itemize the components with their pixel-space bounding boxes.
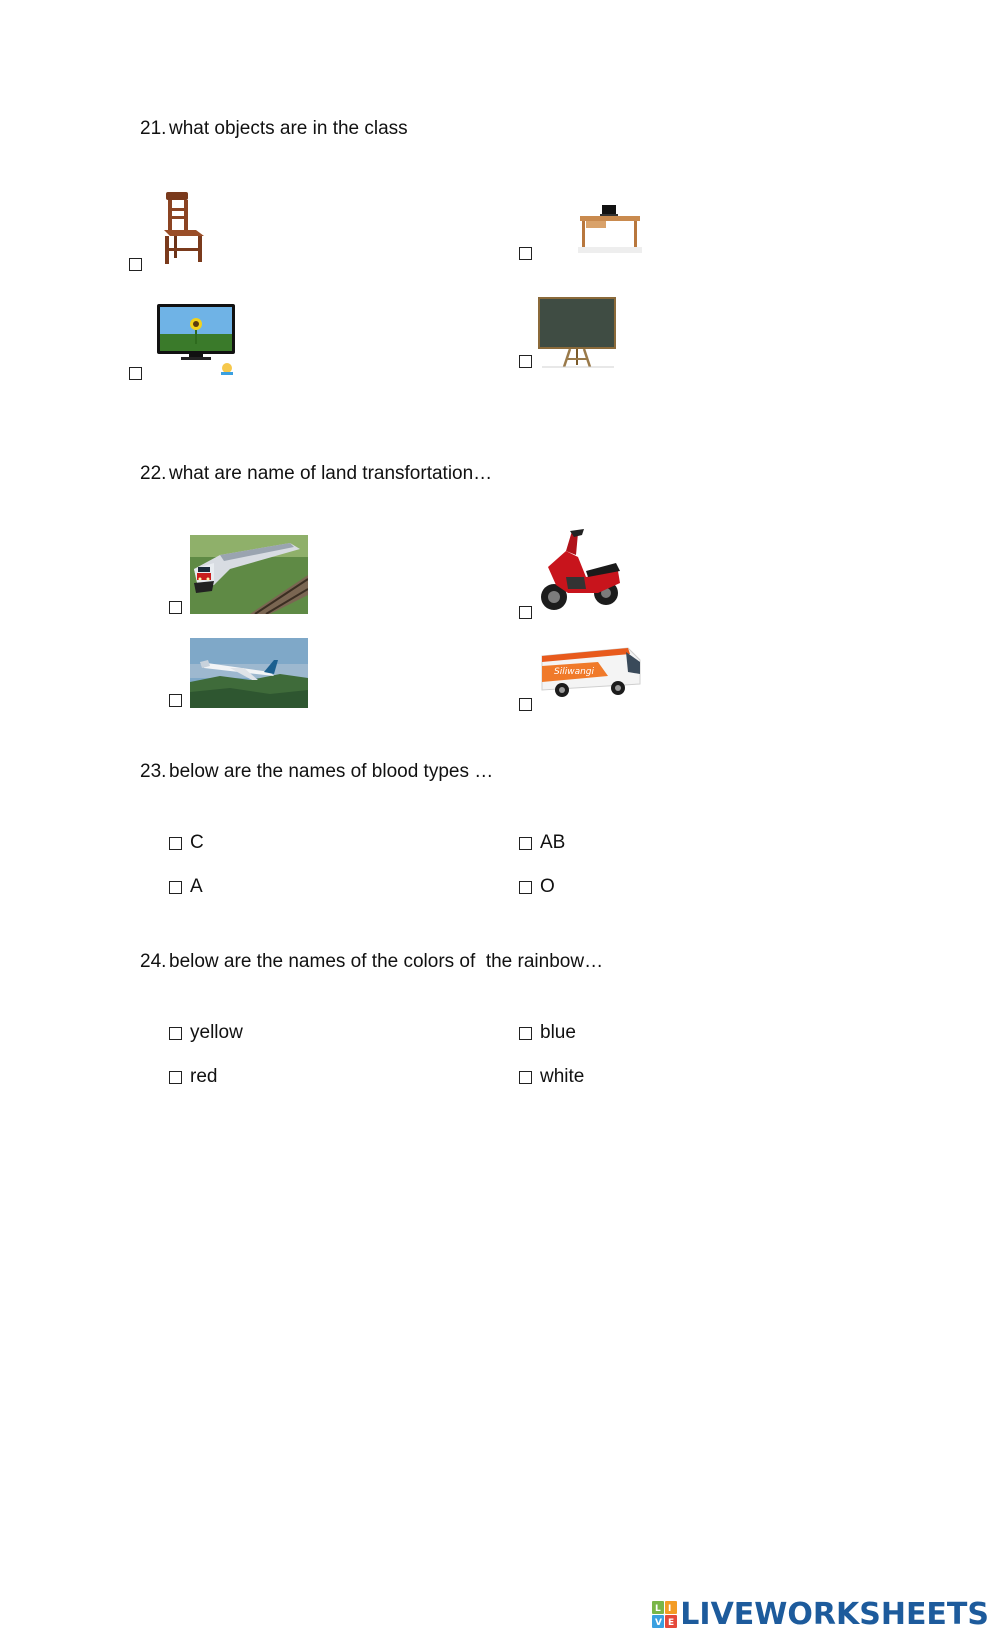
option-label: A bbox=[190, 876, 203, 897]
svg-text:V: V bbox=[655, 1617, 663, 1628]
question-number: 23. bbox=[140, 761, 167, 782]
checkbox[interactable] bbox=[519, 1071, 532, 1084]
blackboard-icon bbox=[538, 297, 618, 369]
checkbox[interactable] bbox=[169, 1027, 182, 1040]
question-text: what are name of land transfortation… bbox=[169, 463, 493, 484]
checkbox[interactable] bbox=[519, 1027, 532, 1040]
option-color-yellow[interactable] bbox=[169, 1022, 243, 1044]
svg-text:E: E bbox=[668, 1617, 675, 1628]
airplane-icon bbox=[190, 638, 308, 708]
question-22 bbox=[140, 463, 492, 485]
bus-icon bbox=[538, 646, 644, 702]
checkbox[interactable] bbox=[169, 837, 182, 850]
option-color-white[interactable] bbox=[519, 1066, 584, 1088]
option-color-red[interactable] bbox=[169, 1066, 217, 1088]
checkbox-train[interactable] bbox=[169, 601, 182, 614]
question-text: below are the names of the colors of the rainbow… bbox=[169, 951, 604, 972]
bus-text: Siliwangi bbox=[554, 667, 595, 677]
option-label: C bbox=[190, 832, 204, 853]
svg-text:L: L bbox=[655, 1603, 662, 1614]
question-number: 21. bbox=[140, 118, 167, 139]
option-blood-o[interactable] bbox=[519, 876, 555, 898]
question-24 bbox=[140, 951, 603, 973]
checkbox[interactable] bbox=[169, 881, 182, 894]
liveworksheets-logo-icon bbox=[652, 1601, 678, 1629]
option-label: yellow bbox=[190, 1022, 243, 1043]
option-blood-ab[interactable] bbox=[519, 832, 565, 854]
checkbox-airplane[interactable] bbox=[169, 694, 182, 707]
train-icon bbox=[190, 535, 308, 614]
question-23 bbox=[140, 761, 493, 783]
checkbox-motorcycle[interactable] bbox=[519, 606, 532, 619]
checkbox-television[interactable] bbox=[129, 367, 142, 380]
checkbox-bus[interactable] bbox=[519, 698, 532, 711]
checkbox[interactable] bbox=[519, 881, 532, 894]
checkbox-chair[interactable] bbox=[129, 258, 142, 271]
question-number: 24. bbox=[140, 951, 167, 972]
checkbox[interactable] bbox=[169, 1071, 182, 1084]
question-text: what objects are in the class bbox=[169, 118, 408, 139]
checkbox-desk[interactable] bbox=[519, 247, 532, 260]
option-label: O bbox=[540, 876, 555, 897]
svg-text:I: I bbox=[668, 1603, 672, 1614]
question-number: 22. bbox=[140, 463, 167, 484]
checkbox[interactable] bbox=[519, 837, 532, 850]
option-blood-a[interactable] bbox=[169, 876, 203, 898]
chair-icon bbox=[160, 190, 210, 266]
television-icon bbox=[155, 302, 241, 378]
option-blood-c[interactable] bbox=[169, 832, 204, 854]
option-label: red bbox=[190, 1066, 218, 1087]
question-21 bbox=[140, 118, 408, 140]
motorcycle-icon bbox=[538, 527, 624, 615]
checkbox-blackboard[interactable] bbox=[519, 355, 532, 368]
logo-text: LIVEWORKSHEETS bbox=[680, 1597, 989, 1632]
option-label: white bbox=[540, 1066, 585, 1087]
option-label: blue bbox=[540, 1022, 576, 1043]
option-label: AB bbox=[540, 832, 566, 853]
option-color-blue[interactable] bbox=[519, 1022, 576, 1044]
desk-icon bbox=[578, 203, 642, 257]
liveworksheets-logo[interactable] bbox=[652, 1597, 989, 1632]
question-text: below are the names of blood types … bbox=[169, 761, 494, 782]
